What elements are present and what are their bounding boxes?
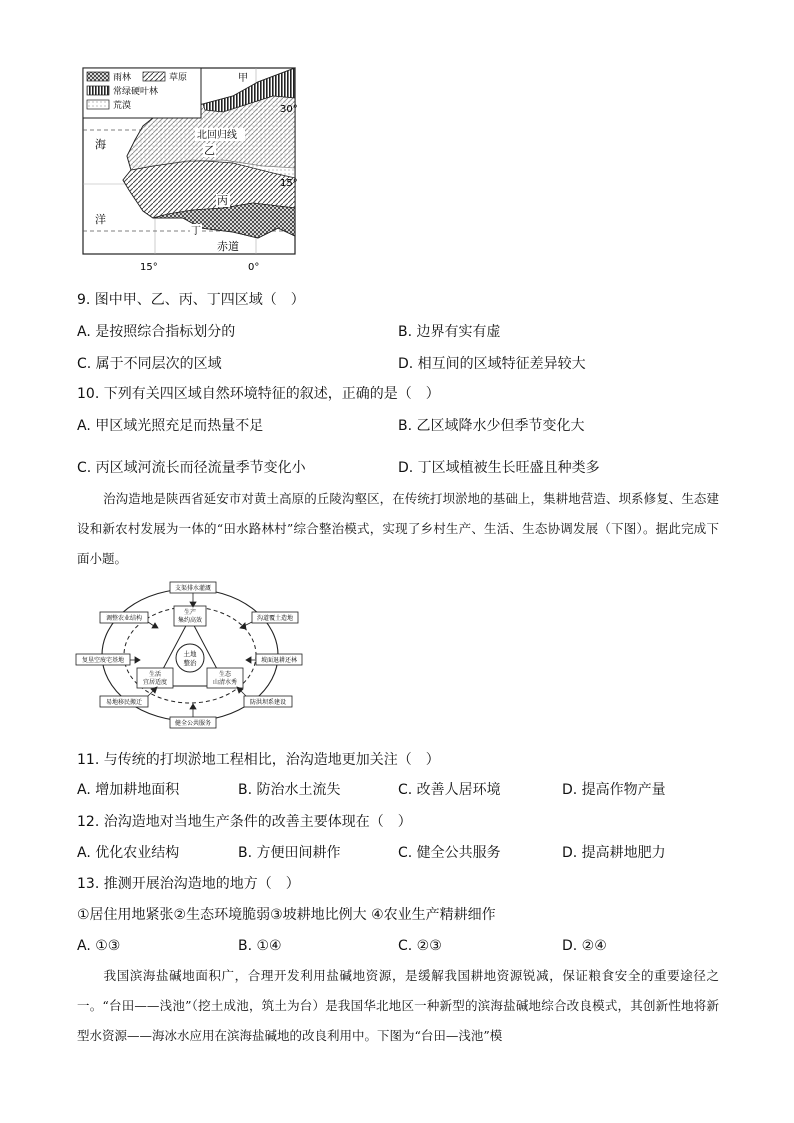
outer-homestead: 复垦空废宅基地: [81, 657, 125, 664]
label-lat15: 15°: [280, 178, 298, 189]
question-13-conditions: ①居住用地紧张②生态环境脆弱③坡耕地比例大 ④农业生产精耕细作: [77, 907, 496, 923]
q12-option-a[interactable]: A. 优化农业结构: [77, 845, 180, 861]
q12-option-d[interactable]: D. 提高耕地肥力: [562, 845, 666, 861]
inner-living-1: 生活: [148, 671, 162, 678]
label-sea: 海: [95, 138, 106, 151]
passage-2: [77, 961, 719, 1051]
passage-2-text: 我国滨海盐碱地面积广，合理开发利用盐碱地资源，是缓解我国耕地资源锐减，保证粮食安全的重要途径之一。“台田——浅池”（挖土成池，筑土为台）是我国华北地区一种新型的滨海盐碱地综合改良模式，其创新性地将新型水资源——海冰水应用在滨海盐碱地的改良利用中。下图为“台田—浅池”模: [77, 968, 719, 1043]
outer-gully-land: 沟道覆土造地: [256, 615, 294, 622]
legend-desert: 荒漠: [113, 101, 132, 111]
label-yi: 乙: [204, 144, 215, 157]
label-bing: 丙: [217, 194, 228, 207]
q13-option-b[interactable]: B. ①④: [238, 938, 282, 954]
center-land: 土地: [183, 650, 197, 658]
q10-option-b[interactable]: B. 乙区域降水少但季节变化大: [398, 418, 585, 434]
outer-agri-structure: 调整农业结构: [105, 615, 143, 622]
q11-option-b[interactable]: B. 防治水土流失: [238, 782, 341, 798]
q11-option-c[interactable]: C. 改善人居环境: [398, 782, 501, 798]
outer-irrigation: 支渠排水灌溉: [174, 585, 212, 592]
legend-sclerophyll: 常绿硬叶林: [113, 87, 159, 97]
q13-option-c[interactable]: C. ②③: [398, 938, 442, 954]
q9-option-d[interactable]: D. 相互间的区域特征差异较大: [398, 356, 586, 372]
question-12-stem: 12. 治沟造地对当地生产条件的改善主要体现在（ ）: [77, 814, 412, 830]
q9-option-a[interactable]: A. 是按照综合指标划分的: [77, 324, 236, 340]
inner-production-1: 生产: [183, 609, 197, 616]
passage-1-text: 治沟造地是陕西省延安市对黄土高原的丘陵沟壑区，在传统打坝淤地的基础上，集耕地营造、坝系修复、生态建设和新农村发展为一体的“田水路林村”综合整治模式，实现了乡村生产、生活、生态协调发展（下图）。据此完成下面小题。: [77, 491, 719, 566]
center-consolidation: 整治: [183, 659, 197, 667]
legend-rainforest: 雨林: [113, 73, 132, 83]
question-9-stem: 9. 图中甲、乙、丙、丁四区域（ ）: [77, 292, 305, 308]
inner-ecology-1: 生态: [218, 671, 232, 678]
label-lon0: 0°: [248, 262, 260, 273]
inner-ecology-2: 山清水秀: [212, 679, 238, 686]
question-10-stem: 10. 下列有关四区域自然环境特征的叙述，正确的是（ ）: [77, 386, 440, 402]
outer-public-service: 健全公共服务: [174, 720, 212, 727]
q12-option-b[interactable]: B. 方便田间耕作: [238, 845, 341, 861]
q11-option-d[interactable]: D. 提高作物产量: [562, 782, 666, 798]
q9-option-b[interactable]: B. 边界有实有虚: [398, 324, 501, 340]
inner-production-2: 集约高效: [177, 617, 203, 624]
label-ding: 丁: [191, 226, 201, 237]
question-13-stem: 13. 推测开展治沟造地的地方（ ）: [77, 876, 300, 892]
label-tropic: 北回归线: [197, 130, 237, 141]
q13-option-a[interactable]: A. ①③: [77, 938, 121, 954]
passage-1: [77, 484, 719, 574]
q9-option-c[interactable]: C. 属于不同层次的区域: [77, 356, 222, 372]
outer-reforest: 坡面退耕还林: [260, 657, 298, 664]
q13-option-d[interactable]: D. ②④: [562, 938, 607, 954]
label-lon15: 15°: [140, 262, 158, 273]
q10-option-c[interactable]: C. 丙区域河流长而径流量季节变化小: [77, 460, 306, 476]
q12-option-c[interactable]: C. 健全公共服务: [398, 845, 501, 861]
land-consolidation-diagram: [74, 580, 306, 730]
q10-option-a[interactable]: A. 甲区域光照充足而热量不足: [77, 418, 264, 434]
vegetation-map: [83, 68, 298, 276]
label-equator: 赤道: [217, 240, 239, 253]
label-ocean: 洋: [95, 213, 106, 226]
inner-living-2: 宜居适度: [142, 679, 168, 686]
label-jia: 甲: [238, 73, 248, 84]
outer-relocation: 易地移民搬迁: [105, 699, 143, 706]
q11-option-a[interactable]: A. 增加耕地面积: [77, 782, 180, 798]
label-lat30: 30°: [280, 104, 298, 115]
question-11-stem: 11. 与传统的打坝淤地工程相比，治沟造地更加关注（ ）: [77, 752, 440, 768]
q10-option-d[interactable]: D. 丁区域植被生长旺盛且种类多: [398, 460, 600, 476]
outer-flood-dam: 防洪坝系建设: [249, 699, 287, 706]
legend-grassland: 草原: [169, 73, 188, 83]
